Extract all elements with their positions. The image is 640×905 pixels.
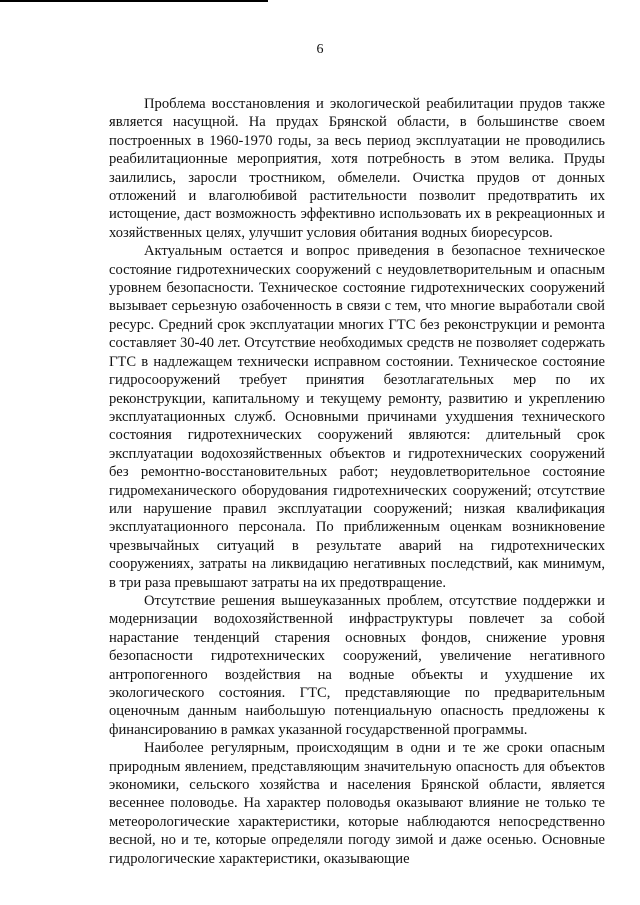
page-number: 6: [316, 42, 324, 57]
paragraph-spring-flood: Наиболее регулярным, происходящим в одни и те же сроки опасным природным явлением, представляющим значительную опасность для объектов экономики, сельского хозяйства и населения Брянской области, является весеннее половодье. На характер половодья оказывают влияние не только те метеорологические характеристики, которые наблюдаются непосредственно весной, но и те, которые определяли погоду зимой и даже осенью. Основные гидрологические характеристики, оказывающие: [109, 740, 605, 867]
top-rule: [0, 0, 268, 2]
paragraph-consequences: Отсутствие решения вышеуказанных проблем, отсутствие поддержки и модернизации водохозяйственной инфраструктуры повлечет за собой нарастание тенденций старения основных фондов, снижение уровня безопасности гидротехнических сооружений, увеличение негативного антропогенного воздействия на водные объекты и ухудшение их экологического состояния. ГТС, представляющие по предварительным оценочным данным наибольшую потенциальную опасность предложены к финансированию в рамках указанной государственной программы.: [109, 592, 605, 738]
paragraph-hydraulic-structures: Актуальным остается и вопрос приведения в безопасное техническое состояние гидротехнических сооружений с неудовлетворительным и опасным уровнем безопасности. Техническое состояние гидротехнических сооружений вызывает серьезную озабоченность в связи с тем, что многие выработали свой ресурс. Средний срок эксплуатации многих ГТС без реконструкции и ремонта составляет 30-40 лет. Отсутствие необходимых средств не позволяет содержать ГТС в надлежащем технически исправном состоянии. Техническое состояние гидросооружений требует принятия безотлагательных мер по их реконструкции, капитальному и текущему ремонту, развитию и укреплению эксплуатационных служб. Основными причинами ухудшения технического состояния гидротехнических сооружений являются: длительный срок эксплуатации водохозяйственных объектов и гидротехнических сооружений без ремонтно-восстановительных работ; неудовлетворительное состояние гидромеханического оборудования гидротехнических сооружений; отсутствие или нарушение правил эксплуатации сооружений; низкая квалификация эксплуатационного персонала. По приближенным оценкам возникновение чрезвычайных ситуаций в результате аварий на гидротехнических сооружениях, затраты на ликвидацию негативных последствий, как минимум, в три раза превышают затраты на их предотвращение.: [109, 243, 605, 591]
paragraph-ponds-rehabilitation: Проблема восстановления и экологической реабилитации прудов также является насущной. На прудах Брянской области, в большинстве своем построенных в 1960-1970 годы, за весь период эксплуатации не проводились реабилитационные мероприятия, хотя потребность в этом велика. Пруды заилились, заросли тростником, обмелели. Очистка прудов от донных отложений и влаголюбивой растительности позволит предотвратить их истощение, даст возможность эффективно использовать их в рекреационных и хозяйственных целях, улучшит условия обитания водных биоресурсов.: [109, 96, 605, 241]
document-body: [109, 95, 605, 868]
